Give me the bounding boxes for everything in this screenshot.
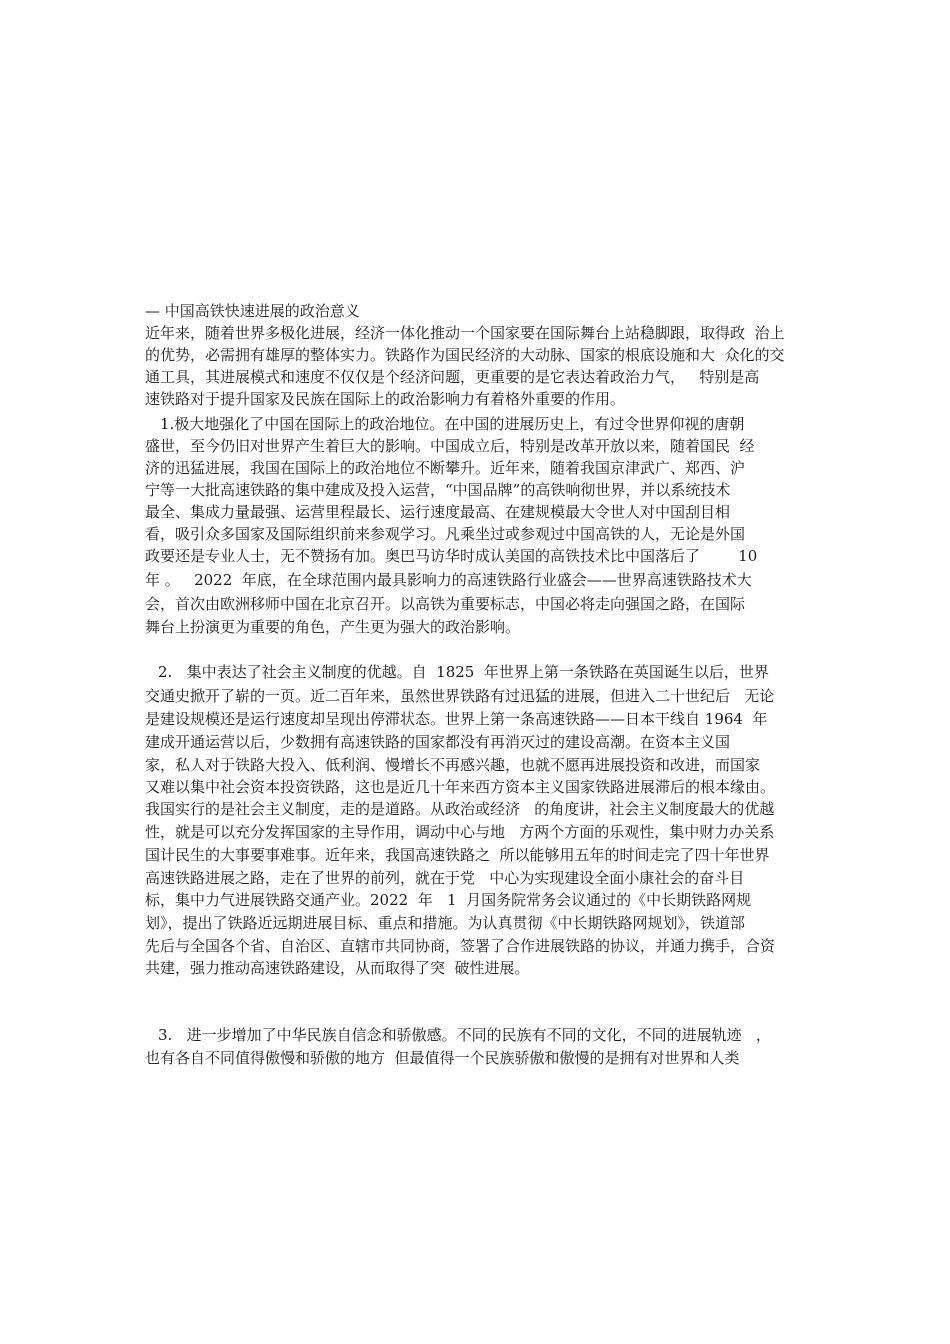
section3-line: 3. 进一步增加了中华民族自信念和骄傲感。不同的民族有不同的文化，不同的进展轨迹 ， [158, 1026, 771, 1044]
section1-line: 宁等一大批高速铁路的集中建成及投入运营，“中国品牌”的高铁响彻世界，并以系统技术 [145, 481, 731, 499]
intro-line: 近年来，随着世界多极化进展，经济一体化推动一个国家要在国际舞台上站稳脚跟，取得政 治上 [145, 324, 785, 342]
section2-line: 交通史掀开了崭的一页。近二百年来，虽然世界铁路有过迅猛的进展，但进入二十世纪后 无论 [145, 687, 775, 705]
intro-line: 的优势，必需拥有雄厚的整体实力。铁路作为国民经济的大动脉、国家的根底设施和大 众化的交 [145, 346, 785, 364]
section2-line: 标，集中力气进展铁路交通产业。2022 年 1 月国务院常务会议通过的《中长期铁路网规 [145, 891, 752, 909]
section2-line: 建成开通运营以后，少数拥有高速铁路的国家都没有再消灭过的建设高潮。在资本主义国 [145, 733, 731, 751]
section1-line: 1.极大地强化了中国在国际上的政治地位。在中国的进展历史上，有过令世界仰视的唐朝 [160, 415, 745, 433]
section2-line: 我国实行的是社会主义制度，走的是道路。从政治或经济 的角度讲，社会主义制度最大的优越 [145, 800, 775, 818]
section1-line: 政要还是专业人士，无不赞扬有加。奥巴马访华时成认美国的高铁技术比中国落后了 10 [145, 547, 758, 565]
section2-line: 高速铁路进展之路，走在了世界的前列，就在于党 中心为实现建设全面小康社会的奋斗目 [145, 869, 745, 887]
section1-line: 最全、集成力量最强、运营里程最长、运行速度最高、在建规模最大令世人对中国刮目相 [145, 503, 731, 521]
section2-line: 共建，强力推动高速铁路建设，从而取得了突 破性进展。 [145, 959, 530, 977]
section2-line: 性，就是可以充分发挥国家的主导作用，调动中心与地 方两个方面的乐观性，集中财力办关系 [145, 823, 775, 841]
intro-line: 通工具，其进展模式和速度不仅仅是个经济问题，更重要的是它表达着政治力气， 特别是高 [145, 368, 760, 386]
section1-line: 济的迅猛进展，我国在国际上的政治地位不断攀升。近年来，随着我国京津武广、郑西、沪 [145, 459, 746, 477]
section2-line: 划》，提出了铁路近远期进展目标、重点和措施。为认真贯彻《中长期铁路网规划》，铁道部 [145, 914, 746, 932]
section2-line: 是建设规模还是运行速度却呈现出停滞状态。世界上第一条高速铁路——日本干线自 1964 年 [145, 710, 768, 728]
section2-line: 先后与全国各个省、自治区、直辖市共同协商，签署了合作进展铁路的协议，并通力携手，合资 [145, 937, 776, 955]
section2-line: 2. 集中表达了社会主义制度的优越。自 1825 年世界上第一条铁路在英国诞生以后，世界 [158, 663, 769, 681]
intro-line: 速铁路对于提升国家及民族在国际上的政治影响力有着格外重要的作用。 [145, 390, 626, 408]
document-title: — 中国高铁快速进展的政治意义 [145, 302, 360, 320]
section1-line: 看，吸引众多国家及国际组织前来参观学习。凡乘坐过或参观过中国高铁的人，无论是外国 [145, 525, 746, 543]
section1-line: 盛世，至今仍旧对世界产生着巨大的影响。中国成立后，特别是改革开放以来，随着国民 经 [145, 437, 755, 455]
section2-line: 家，私人对于铁路大投入、低利润、慢增长不再感兴趣，也就不愿再进展投资和改进，而国家 [145, 756, 761, 774]
section1-line: 会，首次由欧洲移师中国在北京召开。以高铁为重要标志，中国必将走向强国之路，在国际 [145, 595, 746, 613]
section1-line: 年 。 2022 年底，在全球范围内最具影响力的高速铁路行业盛会——世界高速铁路技术大 [145, 571, 752, 589]
section2-line: 国计民生的大事要事难事。近年来，我国高速铁路之 所以能够用五年的时间走完了四十年世界 [145, 846, 770, 864]
section2-line: 又难以集中社会资本投资铁路，这也是近几十年来西方资本主义国家铁路进展滞后的根本缘由。 [145, 778, 776, 796]
section3-line: 也有各自不同值得傲慢和骄傲的地方 但最值得一个民族骄傲和傲慢的是拥有对世界和人类 [145, 1049, 740, 1067]
section1-line: 舞台上扮演更为重要的角色，产生更为强大的政治影响。 [145, 618, 521, 636]
